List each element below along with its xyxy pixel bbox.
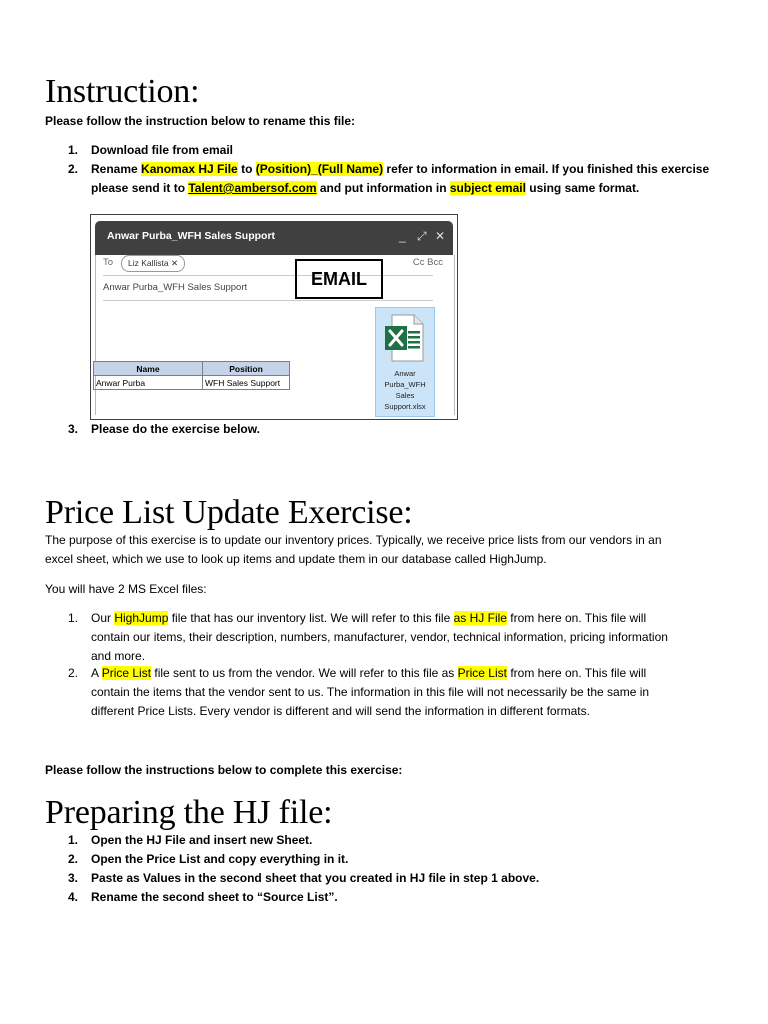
divider <box>103 300 433 301</box>
table-row <box>94 376 290 390</box>
expand-icon: ⤢ <box>417 229 427 243</box>
list-text: Download file from email <box>91 143 234 157</box>
attachment-name-line: Anwar <box>394 369 416 378</box>
list-number: 2. <box>68 666 79 680</box>
paragraph-purpose <box>45 531 662 569</box>
follow-instructions: Please follow the instructions below to complete this exercise: <box>45 763 403 777</box>
table-header: Position <box>203 362 290 376</box>
divider <box>103 275 433 276</box>
highlight-highjump: HighJump <box>114 611 169 625</box>
text-run: file sent to us from the vendor. We will refer to this file as <box>151 666 458 680</box>
list-text: Rename the second sheet to “Source List”. <box>91 890 338 904</box>
list-text: Paste as Values in the second sheet that you created in HJ file in step 1 above. <box>91 871 540 885</box>
list-text: Please do the exercise below. <box>91 422 260 436</box>
price-list-heading: Price List Update Exercise: <box>45 494 413 531</box>
attachment-name-line: Purba_WFH <box>384 380 426 389</box>
highlight-format: (Position)_(Full Name) <box>255 162 384 176</box>
list-text: Open the HJ File and insert new Sheet. <box>91 833 313 847</box>
email-screenshot <box>90 214 458 420</box>
email-link[interactable]: Talent@ambersof.com <box>188 181 317 195</box>
list-text: Open the Price List and copy everything in it. <box>91 852 349 866</box>
email-window-title: Anwar Purba_WFH Sales Support <box>107 230 276 242</box>
list-number: 4. <box>68 890 79 904</box>
name-position-table <box>93 361 290 390</box>
text-run: A <box>91 666 102 680</box>
table-cell: WFH Sales Support <box>203 376 290 390</box>
cc-bcc-label: Cc Bcc <box>412 257 443 268</box>
text-run: and put information in <box>316 181 450 195</box>
list-number: 1. <box>68 833 79 847</box>
text-run: from here on. This file will <box>506 611 647 625</box>
to-label: To <box>103 257 114 268</box>
list-text <box>91 160 731 198</box>
table-header: Name <box>94 362 203 376</box>
text-line: excel sheet, which we use to look up items and update them in our database called HighJump. <box>45 552 547 566</box>
text-run: to <box>237 162 256 176</box>
highlight-hj-file: as HJ File <box>453 611 507 625</box>
price-list-item-2 <box>68 664 728 721</box>
instruction-heading: Instruction: <box>45 73 200 110</box>
text-run: contain our items, their description, numbers, manufacturer, vendor, technical information, pricing information <box>91 630 668 644</box>
preparing-heading: Preparing the HJ file: <box>45 794 333 831</box>
email-subject: Anwar Purba_WFH Sales Support <box>103 282 248 293</box>
instruction-step-2 <box>68 160 728 198</box>
text-run: and more. <box>91 649 146 663</box>
list-number: 2. <box>68 162 79 176</box>
minimize-icon: _ <box>399 229 406 243</box>
highlight-price-list: Price List <box>101 666 152 680</box>
text-run: contain the items that the vendor sent to us. The information in this file will not necessarily be the same in <box>91 685 650 699</box>
text-run: please send it to <box>91 181 189 195</box>
attachment-name-line: Support.xlsx <box>384 402 426 411</box>
attachment-name <box>376 368 434 412</box>
close-icon: ✕ <box>435 229 446 243</box>
email-titlebar <box>95 221 453 255</box>
text-run: from here on. This file will <box>506 666 647 680</box>
table-cell: Anwar Purba <box>94 376 203 390</box>
text-run: different Price Lists. Every vendor is different and will send the information in different formats. <box>91 704 590 718</box>
list-number: 3. <box>68 871 79 885</box>
text-run: refer to information in email. If you finished this exercise <box>383 162 710 176</box>
highlight-file-name: Kanomax HJ File <box>141 162 238 176</box>
text-run: Our <box>91 611 115 625</box>
list-number: 3. <box>68 422 79 436</box>
email-label-box: EMAIL <box>295 259 383 299</box>
attachment-tile <box>375 307 435 417</box>
paragraph-files: You will have 2 MS Excel files: <box>45 582 207 596</box>
excel-file-icon <box>384 314 424 362</box>
text-run: Rename <box>91 162 142 176</box>
attachment-name-line: Sales <box>395 391 415 400</box>
highlight-subject: subject email <box>449 181 526 195</box>
text-run: file that has our inventory list. We will refer to this file <box>168 611 454 625</box>
list-number: 1. <box>68 143 79 157</box>
list-text <box>91 664 731 721</box>
text-run: using same format. <box>525 181 640 195</box>
highlight-price-list: Price List <box>457 666 507 680</box>
recipient-chip: Liz Kallista ✕ <box>121 255 185 272</box>
list-number: 2. <box>68 852 79 866</box>
text-line: The purpose of this exercise is to update our inventory prices. Typically, we receive price lists from our vendors in an <box>45 533 662 547</box>
instruction-intro: Please follow the instruction below to rename this file: <box>45 114 356 128</box>
table-header-row <box>94 362 290 376</box>
list-text <box>91 609 731 666</box>
list-number: 1. <box>68 611 79 625</box>
price-list-item-1 <box>68 609 728 666</box>
